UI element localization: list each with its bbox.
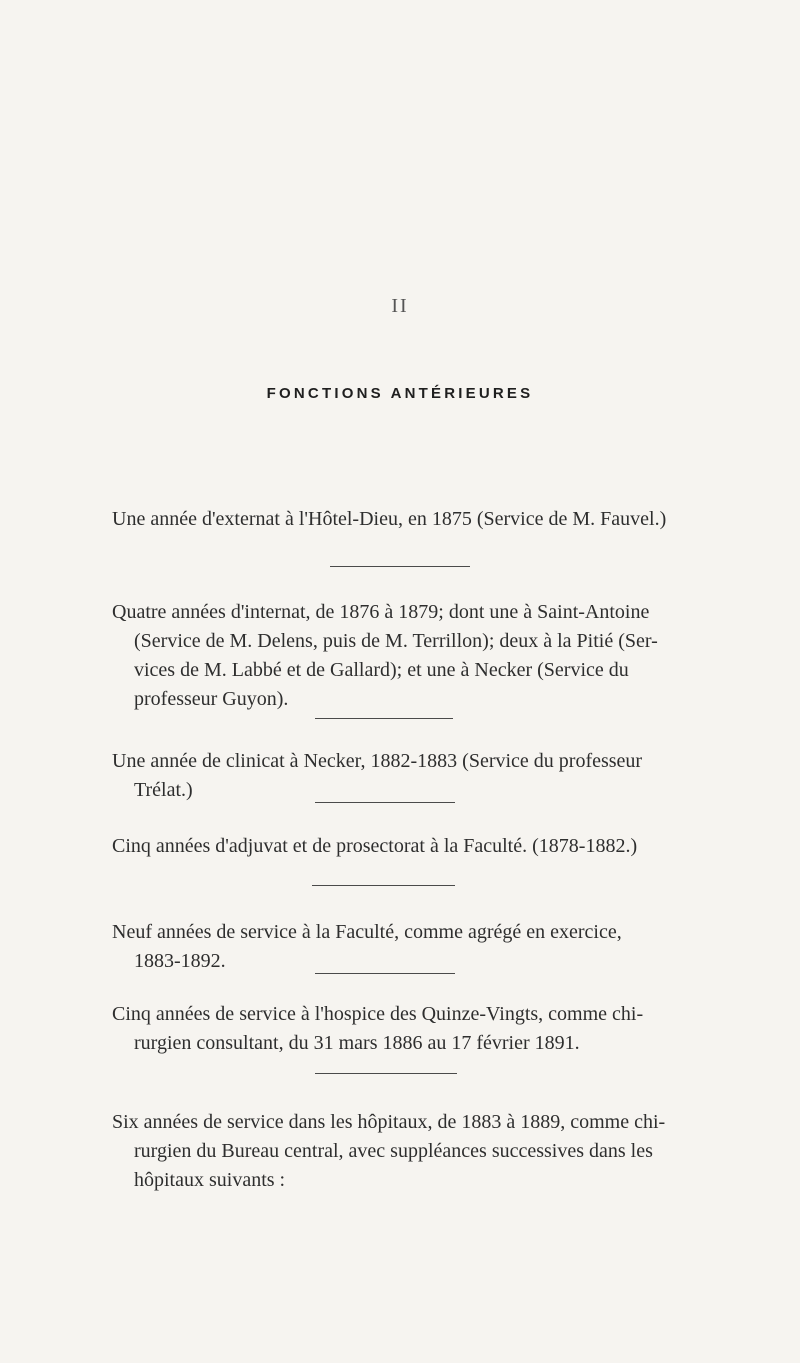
paragraph-internat: [112, 598, 697, 714]
paragraph-clinicat: [112, 747, 697, 805]
separator-rule: [315, 1073, 457, 1074]
paragraph-line: 1883-1892.: [134, 950, 226, 972]
separator-rule: [330, 566, 470, 567]
paragraph-line: Cinq années d'adjuvat et de prosectorat à la Faculté. (1878-1882.): [112, 835, 638, 857]
paragraph-externat: [112, 505, 697, 534]
paragraph-line: Une année d'externat à l'Hôtel-Dieu, en 1875 (Service de M. Fauvel.): [112, 508, 667, 530]
paragraph-line: Six années de service dans les hôpitaux, de 1883 à 1889, comme chi-: [112, 1111, 666, 1133]
section-title: FONCTIONS ANTÉRIEURES: [266, 385, 534, 402]
paragraph-adjuvat: [112, 832, 697, 861]
paragraph-agrege: [112, 918, 697, 976]
paragraph-line: Cinq années de service à l'hospice des Quinze-Vingts, comme chi-: [112, 1003, 644, 1025]
paragraph-hopitaux: [112, 1108, 697, 1195]
separator-rule: [315, 718, 453, 719]
paragraph-line: (Service de M. Delens, puis de M. Terrillon); deux à la Pitié (Ser-: [134, 630, 658, 652]
section-number: II: [391, 295, 409, 317]
paragraph-line: Quatre années d'internat, de 1876 à 1879; dont une à Saint-Antoine: [112, 601, 650, 623]
paragraph-line: Neuf années de service à la Faculté, comme agrégé en exercice,: [112, 921, 622, 943]
paragraph-line: Trélat.): [134, 779, 193, 801]
separator-rule: [315, 802, 455, 803]
paragraph-line: rurgien consultant, du 31 mars 1886 au 17 février 1891.: [134, 1032, 580, 1054]
paragraph-line: hôpitaux suivants :: [134, 1169, 286, 1191]
paragraph-line: vices de M. Labbé et de Gallard); et une à Necker (Service du: [134, 659, 629, 681]
paragraph-quinze-vingts: [112, 1000, 697, 1058]
paragraph-line: Une année de clinicat à Necker, 1882-1883 (Service du professeur: [112, 750, 643, 772]
paragraph-line: professeur Guyon).: [134, 688, 289, 710]
separator-rule: [312, 885, 455, 886]
separator-rule: [315, 973, 455, 974]
paragraph-line: rurgien du Bureau central, avec suppléances successives dans les: [134, 1140, 653, 1162]
